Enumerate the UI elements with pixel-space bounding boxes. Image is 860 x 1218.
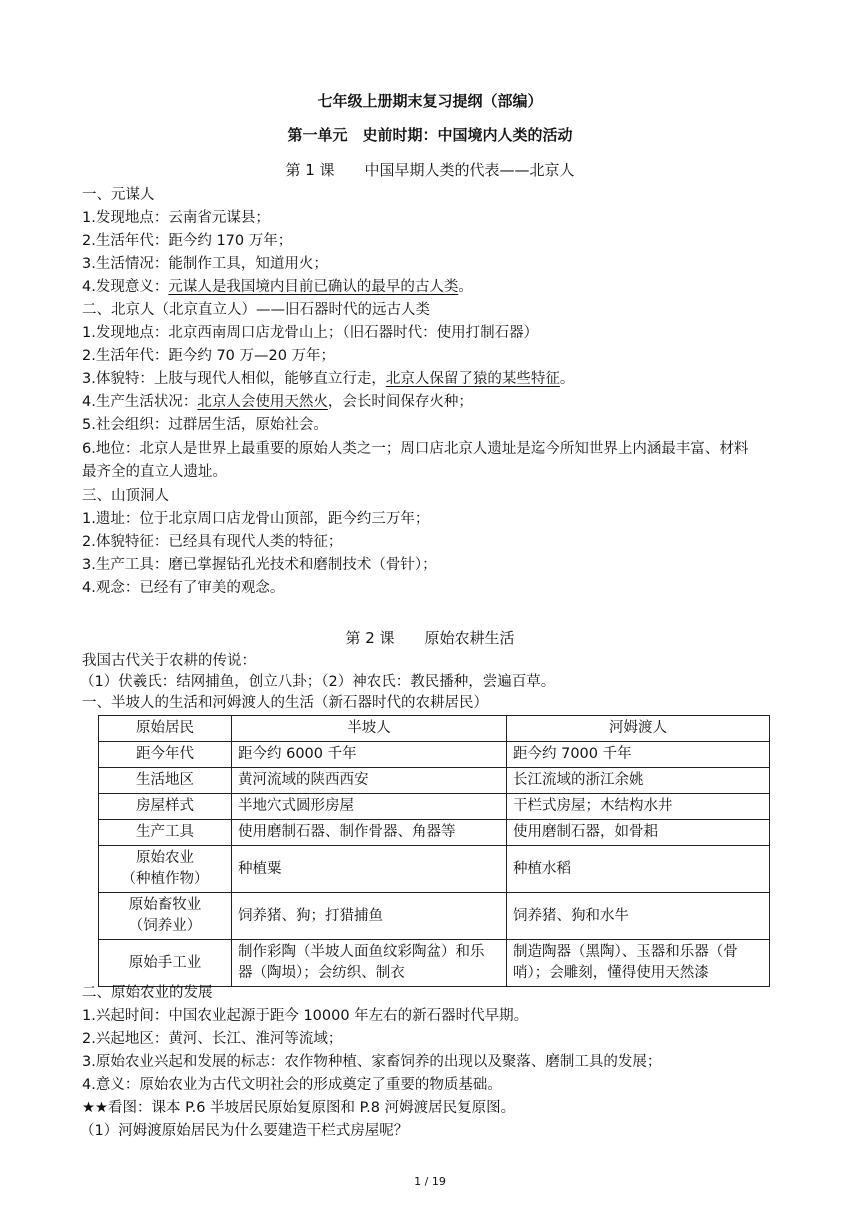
agriculture-line-5: ★★看图：课本 P.6 半坡居民原始复原图和 P.8 河姆渡居民复原图。 <box>82 1100 516 1116</box>
row-label <box>99 893 232 940</box>
cell-line: 器（陶埙）；会纺织、制衣 <box>238 965 405 981</box>
peking-line-6a: 6.地位：北京人是世界上最重要的原始人类之一；周口店北京人遗址是迄今所知世界上内涵最丰富、材料 <box>82 441 749 457</box>
table-row <box>99 940 770 987</box>
peking-line-5: 5.社会组织：过群居生活，原始社会。 <box>82 417 328 433</box>
section-heading-peking-man: 二、北京人（北京直立人）——旧石器时代的远古人类 <box>82 302 430 318</box>
row-label <box>99 846 232 893</box>
text-span: 4.生产生活状况： <box>82 394 198 410</box>
cell-line: 制造陶器（黑陶）、玉器和乐器（骨 <box>513 944 738 960</box>
yuanmou-line-4 <box>82 277 473 297</box>
row-label-line: （种植作物） <box>121 871 209 887</box>
table-header-cell: 原始居民 <box>99 716 232 742</box>
table-row <box>99 820 770 846</box>
peking-line-1: 1.发现地点：北京西南周口店龙骨山上；（旧石器时代：使用打制石器） <box>82 325 539 341</box>
row-label-line: （饲养业） <box>128 918 202 934</box>
agriculture-line-2: 2.兴起地区：黄河、长江、淮河等流域； <box>82 1031 343 1047</box>
section-heading-yuanmou: 一、元谋人 <box>82 187 155 203</box>
text-span: 。 <box>458 279 473 295</box>
comparison-table <box>98 715 770 987</box>
underlined-text: 北京人会使用天然火 <box>197 394 328 410</box>
upper-cave-line-2: 2.体貌特征：已经具有现代人类的特征； <box>82 534 343 550</box>
table-header-row <box>99 716 770 742</box>
table-row <box>99 742 770 768</box>
banpo-cell: 距今约 6000 千年 <box>232 742 507 768</box>
hemudu-cell: 使用磨制石器，如骨耜 <box>507 820 770 846</box>
banpo-cell: 使用磨制石器、制作骨器、角器等 <box>232 820 507 846</box>
text-span: 3.体貌特：上肢与现代人相似，能够直立行走， <box>82 371 386 387</box>
row-label: 房屋样式 <box>99 794 232 820</box>
yuanmou-line-3: 3.生活情况：能制作工具，知道用火； <box>82 256 328 272</box>
table-row <box>99 893 770 940</box>
text-span: 。 <box>559 371 575 387</box>
banpo-cell: 黄河流域的陕西西安 <box>232 768 507 794</box>
lesson2-intro: 我国古代关于农耕的传说： <box>82 653 256 669</box>
row-label: 生活地区 <box>99 768 232 794</box>
underlined-text: 北京人保留了猿的某些特征 <box>385 371 560 387</box>
yuanmou-line-1: 1.发现地点：云南省元谋县； <box>82 210 270 226</box>
banpo-cell: 种植粟 <box>232 846 507 893</box>
table-row <box>99 768 770 794</box>
agriculture-line-1: 1.兴起时间：中国农业起源于距今 10000 年左右的新石器时代早期。 <box>82 1008 529 1024</box>
row-label: 原始手工业 <box>99 940 232 987</box>
row-label-line: 原始畜牧业 <box>128 897 202 913</box>
page-number: 1 / 19 <box>414 1175 446 1188</box>
text-span: ，会长时间保存火种； <box>327 394 473 410</box>
upper-cave-line-1: 1.遗址：位于北京周口店龙骨山顶部，距今约三万年； <box>82 511 430 527</box>
unit-title: 第一单元 史前时期：中国境内人类的活动 <box>287 126 573 144</box>
yuanmou-line-2: 2.生活年代：距今约 170 万年； <box>82 233 293 249</box>
lesson2-legend: （1）伏羲氏：结网捕鱼，创立八卦；（2）神农氏：教民播种，尝遍百草。 <box>80 674 556 690</box>
peking-line-2: 2.生活年代：距今约 70 万—20 万年； <box>82 348 336 364</box>
peking-line-3 <box>82 369 574 389</box>
upper-cave-line-3: 3.生产工具：磨已掌握钻孔光技术和磨制技术（骨针）； <box>82 557 437 573</box>
section-heading-agriculture: 二、原始农业的发展 <box>82 985 213 1001</box>
row-label: 生产工具 <box>99 820 232 846</box>
hemudu-cell: 种植水稻 <box>507 846 770 893</box>
table-row <box>99 794 770 820</box>
section-heading-upper-cave: 三、山顶洞人 <box>82 488 169 504</box>
section-heading-banpo-hemudu: 一、半坡人的生活和河姆渡人的生活（新石器时代的农耕居民） <box>82 695 488 711</box>
underlined-text: 元谋人是我国境内目前已确认的最早的古人类 <box>168 279 459 295</box>
banpo-cell: 半地穴式圆形房屋 <box>232 794 507 820</box>
upper-cave-line-4: 4.观念：已经有了审美的观念。 <box>82 580 285 596</box>
banpo-cell <box>232 940 507 987</box>
agriculture-line-4: 4.意义：原始农业为古代文明社会的形成奠定了重要的物质基础。 <box>82 1077 502 1093</box>
hemudu-cell: 距今约 7000 千年 <box>507 742 770 768</box>
table-header-cell: 河姆渡人 <box>507 716 770 742</box>
doc-title: 七年级上册期末复习提纲（部编） <box>317 92 543 110</box>
peking-line-4 <box>82 392 473 412</box>
text-span: 4.发现意义： <box>82 279 169 295</box>
hemudu-cell: 饲养猪、狗和水牛 <box>507 893 770 940</box>
hemudu-cell <box>507 940 770 987</box>
banpo-cell: 饲养猪、狗；打猎捕鱼 <box>232 893 507 940</box>
table-row <box>99 846 770 893</box>
row-label-line: 原始农业 <box>136 850 194 866</box>
row-label: 距今年代 <box>99 742 232 768</box>
hemudu-cell: 长江流域的浙江余姚 <box>507 768 770 794</box>
hemudu-cell: 干栏式房屋；木结构水井 <box>507 794 770 820</box>
table-header-cell: 半坡人 <box>232 716 507 742</box>
cell-line: 哨）；会雕刻，懂得使用天然漆 <box>513 965 709 981</box>
agriculture-line-3: 3.原始农业兴起和发展的标志：农作物种植、家畜饲养的出现以及聚落、磨制工具的发展； <box>82 1054 662 1070</box>
lesson1-title: 第 1 课 中国早期人类的代表——北京人 <box>285 161 575 179</box>
cell-line: 制作彩陶（半坡人面鱼纹彩陶盆）和乐 <box>238 944 485 960</box>
peking-line-6b: 最齐全的直立人遗址。 <box>82 464 227 480</box>
lesson2-title: 第 2 课 原始农耕生活 <box>345 629 515 647</box>
agriculture-line-6: （1）河姆渡原始居民为什么要建造干栏式房屋呢？ <box>80 1123 409 1139</box>
